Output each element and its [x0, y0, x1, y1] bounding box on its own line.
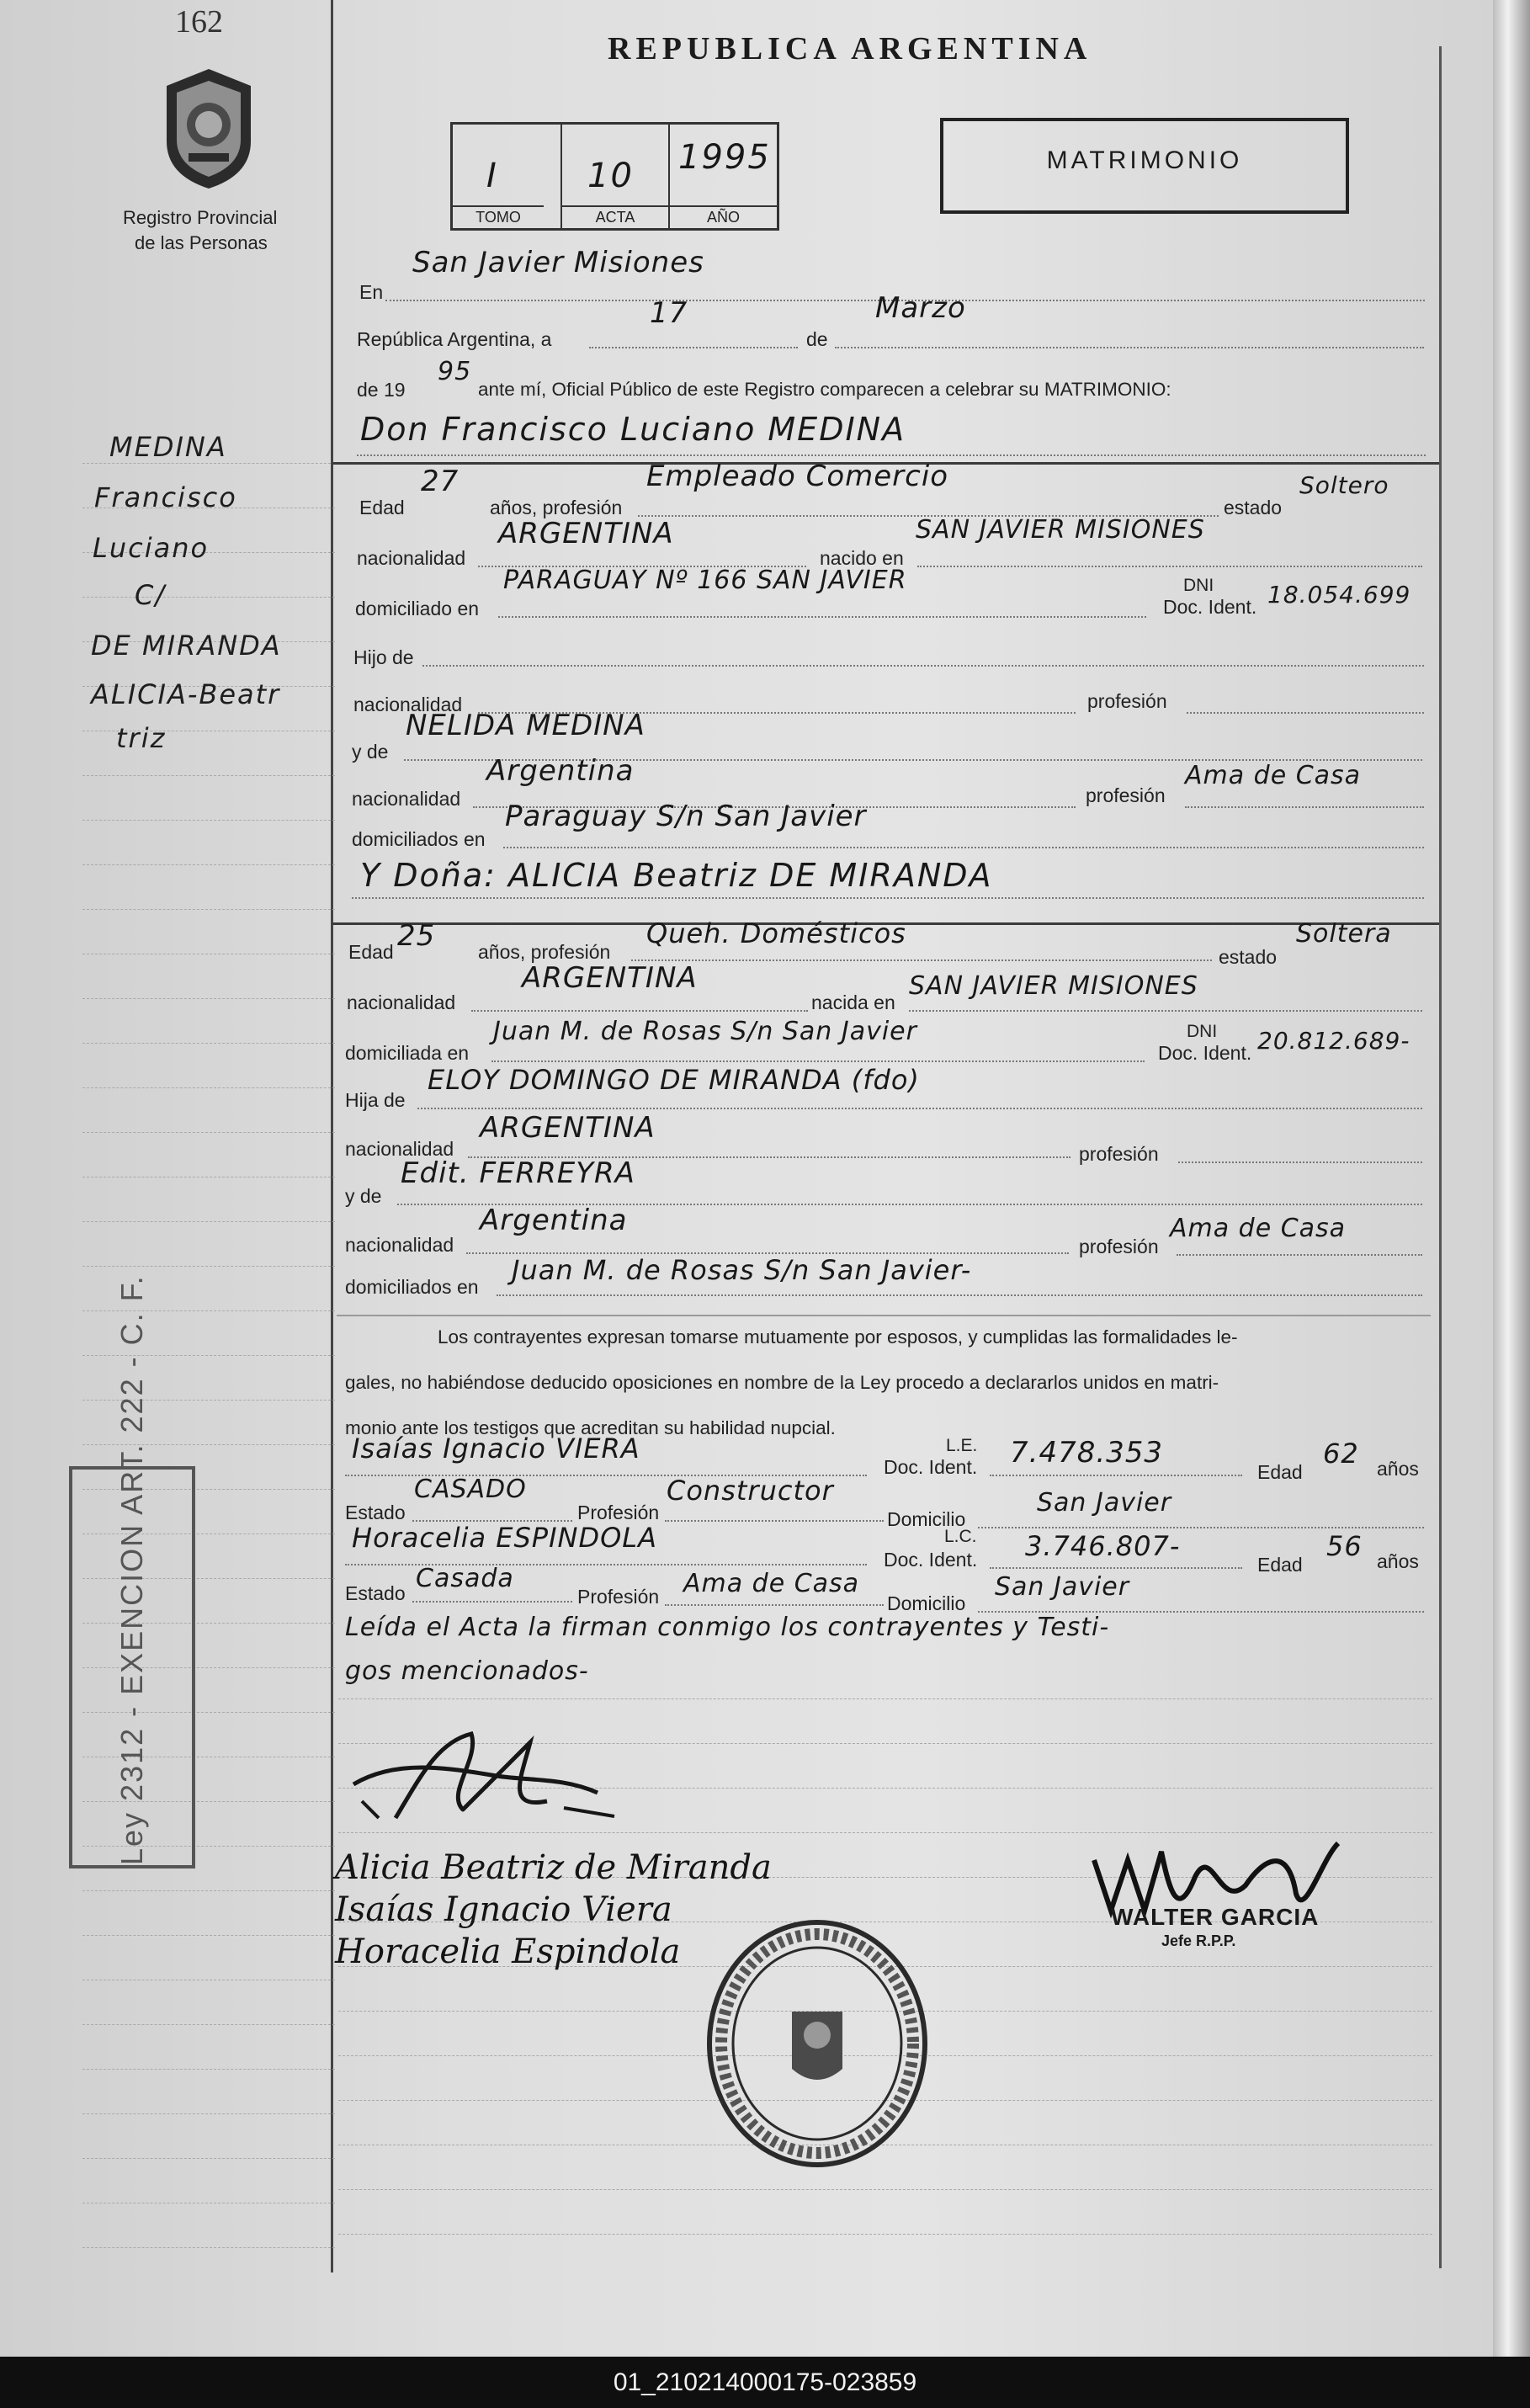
- witness2-doc-type: L.C.: [944, 1527, 977, 1546]
- formal-text-rule: [337, 1315, 1431, 1316]
- groom-birthplace: SAN JAVIER MISIONES: [916, 515, 1205, 545]
- bride-birthplace-line: [909, 1010, 1422, 1012]
- margin-rule: [82, 998, 335, 999]
- bride-signature: Alicia Beatriz de Miranda: [335, 1848, 772, 1887]
- margin-rule: [82, 1221, 335, 1222]
- acta-cell: [562, 125, 670, 228]
- exemption-stamp-text: Ley 2312 - EXENCION ART. 222 - C. F.: [114, 1274, 149, 1865]
- witness1-estado-label: Estado: [345, 1502, 406, 1523]
- witness1-name: Isaías Ignacio VIERA: [352, 1433, 640, 1464]
- margin-rule: [82, 1890, 335, 1891]
- witness1-anos-label: años: [1377, 1458, 1419, 1480]
- body-rule: [338, 2234, 1432, 2235]
- groom-father-prof-line: [1187, 712, 1424, 714]
- margin-rule: [82, 775, 335, 776]
- witness2-profesion-label: Profesión: [577, 1586, 660, 1608]
- margin-divider: [331, 0, 333, 2272]
- en-label: En: [359, 281, 384, 303]
- witness1-age: 62: [1323, 1438, 1359, 1470]
- formal-text-line3: monio ante los testigos que acreditan su habilidad nupcial.: [345, 1417, 836, 1438]
- bride-doc-label: Doc. Ident.: [1158, 1042, 1252, 1064]
- groom-mother-nationality: Argentina: [486, 754, 635, 788]
- year-suffix: 95: [438, 357, 472, 386]
- official-title: Jefe R.P.P.: [1161, 1932, 1236, 1949]
- closing-line2: gos mencionados-: [345, 1656, 589, 1686]
- margin-note: Francisco: [94, 481, 237, 513]
- groom-mother-prof-line: [1185, 806, 1424, 808]
- bride-mother-nationality: Argentina: [480, 1204, 628, 1237]
- bride-parents-address: Juan M. de Rosas S/n San Javier-: [512, 1254, 972, 1286]
- bride-profession: Queh. Domésticos: [646, 917, 906, 949]
- closing-line1: Leída el Acta la firman conmigo los contrayentes y Testi-: [345, 1613, 1110, 1642]
- bride-estado-label: estado: [1219, 946, 1278, 968]
- bride-address-line: [491, 1060, 1145, 1062]
- place-value: San Javier Misiones: [412, 246, 704, 279]
- country-heading: REPUBLICA ARGENTINA: [608, 31, 1092, 66]
- body-rule: [338, 1698, 1432, 1699]
- witness2-edad-label: Edad: [1257, 1554, 1303, 1576]
- month-line: [835, 347, 1424, 348]
- margin-note: ALICIA-Beatr: [91, 678, 281, 710]
- bride-full-name: Y Doña: ALICIA Beatriz DE MIRANDA: [360, 857, 993, 894]
- groom-mother-profession: Ama de Casa: [1185, 761, 1362, 790]
- registry-seal-icon: [705, 1917, 929, 2170]
- groom-parents-address: Paraguay S/n San Javier: [505, 800, 867, 833]
- de-month-label: de: [806, 328, 828, 350]
- witness1-domicile-line: [978, 1527, 1424, 1528]
- groom-father-line: [422, 665, 1424, 667]
- bride-edad-label: Edad: [348, 941, 394, 963]
- groom-father-nac-label: nacionalidad: [353, 694, 463, 715]
- margin-note: Luciano: [93, 532, 210, 564]
- groom-nationality: ARGENTINA: [498, 517, 674, 550]
- declaration-text: ante mí, Oficial Público de este Registro comparecen a celebrar su MATRIMONIO:: [478, 379, 1171, 400]
- bride-parents-address-line: [497, 1294, 1422, 1296]
- groom-birthplace-line: [917, 566, 1422, 567]
- official-name: WALTER GARCIA: [1111, 1904, 1320, 1930]
- margin-rule: [82, 820, 335, 821]
- groom-mother-prof-label: profesión: [1086, 784, 1166, 806]
- bride-hija-label: Hija de: [345, 1089, 406, 1111]
- margin-rule: [82, 2113, 335, 2114]
- bride-parents-dom-label: domiciliados en: [345, 1276, 479, 1298]
- ano-label: AÑO: [670, 205, 777, 226]
- witness2-name: Horacelia ESPINDOLA: [352, 1522, 657, 1554]
- bride-address: Juan M. de Rosas S/n San Javier: [493, 1017, 917, 1046]
- republica-label: República Argentina, a: [357, 328, 552, 350]
- ano-cell: [670, 125, 777, 228]
- bride-father: ELOY DOMINGO DE MIRANDA (fdo): [428, 1064, 920, 1096]
- ano-value: 1995: [678, 138, 771, 177]
- margin-rule: [82, 2158, 335, 2159]
- bride-nationality: ARGENTINA: [522, 961, 698, 995]
- margin-rule: [82, 1935, 335, 1936]
- bride-mother-prof-line: [1177, 1254, 1422, 1256]
- bride-anos-profesion-label: años, profesión: [478, 941, 611, 963]
- groom-name-line: [357, 454, 1426, 456]
- image-id-footer: 01_210214000175-023859: [0, 2357, 1530, 2408]
- margin-note: C/: [135, 579, 167, 611]
- groom-doc-number: 18.054.699: [1267, 581, 1411, 609]
- groom-doc-type: DNI: [1183, 576, 1214, 595]
- witness1-domicilio-label: Domicilio: [887, 1508, 966, 1530]
- registry-name-line2: de las Personas: [135, 232, 268, 253]
- witness2-domicile: San Javier: [995, 1572, 1130, 1602]
- witness2-doc-label: Doc. Ident.: [884, 1549, 978, 1571]
- groom-signature-drawing: [345, 1709, 631, 1835]
- margin-rule: [82, 864, 335, 865]
- margin-rule: [82, 2069, 335, 2070]
- groom-father-prof-label: profesión: [1087, 690, 1167, 712]
- right-border: [1439, 46, 1442, 2268]
- groom-mother-nac-label: nacionalidad: [352, 788, 461, 810]
- groom-estado-label: estado: [1224, 497, 1283, 518]
- margin-rule: [82, 2247, 335, 2248]
- bride-name-line: [352, 897, 1424, 899]
- groom-address: PARAGUAY Nº 166 SAN JAVIER: [503, 566, 907, 595]
- bride-doc-number: 20.812.689-: [1257, 1027, 1410, 1055]
- witness1-doc-type: L.E.: [946, 1436, 978, 1455]
- margin-rule: [82, 597, 335, 598]
- witness1-doc-line: [990, 1475, 1242, 1476]
- day-value: 17: [650, 296, 688, 330]
- de19-label: de 19: [357, 379, 406, 401]
- margin-note: triz: [116, 722, 167, 754]
- witness1-doc-number: 7.478.353: [1010, 1436, 1164, 1470]
- margin-note: DE MIRANDA: [91, 630, 282, 662]
- groom-nacionalidad-label: nacionalidad: [357, 547, 466, 569]
- groom-full-name: Don Francisco Luciano MEDINA: [360, 411, 906, 448]
- groom-age: 27: [421, 465, 460, 498]
- bride-mother: Edit. FERREYRA: [401, 1156, 635, 1190]
- bride-domiciliada-label: domiciliada en: [345, 1042, 470, 1064]
- tomo-label: TOMO: [453, 205, 544, 226]
- witness2-estado: Casada: [416, 1564, 514, 1593]
- witness1-domicile: San Javier: [1037, 1488, 1172, 1518]
- tomo-cell: [453, 125, 562, 228]
- bride-father-line: [417, 1108, 1422, 1109]
- doc-type-title: MATRIMONIO: [1046, 146, 1243, 174]
- witness1-signature: Isaías Ignacio Viera: [335, 1890, 672, 1929]
- bride-nacionalidad-label: nacionalidad: [347, 991, 456, 1013]
- witness2-profession-line: [665, 1604, 884, 1606]
- witness2-doc-number: 3.746.807-: [1025, 1530, 1181, 1562]
- groom-doc-label: Doc. Ident.: [1163, 596, 1257, 618]
- witness1-profession-line: [665, 1520, 884, 1522]
- matrimonio-box: [940, 118, 1349, 214]
- groom-hijo-label: Hijo de: [353, 646, 414, 668]
- acta-value: 10: [587, 157, 634, 195]
- bride-nacida-label: nacida en: [811, 991, 895, 1013]
- groom-parents-dom-label: domiciliados en: [352, 828, 486, 850]
- bride-father-nac-label: nacionalidad: [345, 1138, 454, 1160]
- margin-rule: [82, 1132, 335, 1133]
- groom-address-line: [498, 616, 1146, 618]
- month-value: Marzo: [875, 291, 966, 325]
- witness2-domicilio-label: Domicilio: [887, 1592, 966, 1614]
- bride-yde-label: y de: [345, 1185, 382, 1207]
- margin-rule: [82, 1266, 335, 1267]
- groom-nacido-label: nacido en: [820, 547, 904, 569]
- coat-of-arms-icon: [158, 66, 259, 192]
- bride-mother-profession: Ama de Casa: [1170, 1214, 1347, 1243]
- registry-name-line1: Registro Provincial: [123, 207, 278, 228]
- groom-anos-profesion-label: años, profesión: [490, 497, 623, 518]
- groom-parents-address-line: [503, 847, 1424, 848]
- tomo-value: I: [486, 157, 498, 195]
- formal-text-line1: Los contrayentes expresan tomarse mutuamente por esposos, y cumplidas las formalidades le-: [438, 1326, 1238, 1348]
- body-rule: [338, 2189, 1432, 2190]
- witness2-doc-line: [990, 1567, 1242, 1569]
- exemption-stamp: [69, 1274, 195, 1868]
- margin-rule: [82, 1087, 335, 1088]
- witness2-age: 56: [1326, 1530, 1363, 1562]
- bride-mother-prof-label: profesión: [1079, 1236, 1159, 1257]
- witness2-estado-label: Estado: [345, 1582, 406, 1604]
- groom-yde-label: y de: [352, 741, 389, 763]
- tomo-acta-ano-box: [450, 122, 779, 231]
- witness2-anos-label: años: [1377, 1550, 1419, 1572]
- page-edge: [1493, 0, 1530, 2357]
- margin-rule: [82, 463, 335, 464]
- witness1-doc-label: Doc. Ident.: [884, 1456, 978, 1478]
- formal-text-line2: gales, no habiéndose deducido oposiciones en nombre de la Ley procedo a declararlos unidos en matri-: [345, 1372, 1219, 1393]
- witness2-estado-line: [412, 1601, 572, 1603]
- bride-doc-type: DNI: [1187, 1022, 1218, 1041]
- bride-father-prof-label: profesión: [1079, 1143, 1159, 1165]
- witness1-estado: CASADO: [414, 1475, 527, 1504]
- bride-estado: Soltera: [1296, 919, 1392, 949]
- groom-edad-label: Edad: [359, 497, 405, 518]
- folio-number: 162: [175, 4, 223, 40]
- bride-mother-nac-label: nacionalidad: [345, 1234, 454, 1256]
- day-line: [589, 347, 798, 348]
- margin-rule: [82, 909, 335, 910]
- bride-profession-line: [631, 959, 1212, 961]
- groom-estado: Soltero: [1299, 471, 1389, 499]
- margin-rule: [82, 2024, 335, 2025]
- witness1-edad-label: Edad: [1257, 1461, 1303, 1483]
- witness1-profesion-label: Profesión: [577, 1502, 660, 1523]
- witness2-signature: Horacelia Espindola: [335, 1932, 681, 1971]
- bride-father-nationality: ARGENTINA: [480, 1111, 656, 1145]
- bride-age: 25: [397, 919, 436, 953]
- bride-birthplace: SAN JAVIER MISIONES: [909, 971, 1198, 1001]
- margin-note: MEDINA: [109, 431, 227, 463]
- witness2-profession: Ama de Casa: [683, 1569, 860, 1598]
- groom-profession: Empleado Comercio: [646, 460, 949, 493]
- groom-mother: NELIDA MEDINA: [406, 709, 645, 742]
- acta-label: ACTA: [562, 205, 668, 226]
- bride-father-prof-line: [1178, 1161, 1422, 1163]
- bride-nationality-line: [471, 1010, 808, 1012]
- groom-domiciliado-label: domiciliado en: [355, 598, 480, 619]
- margin-rule: [82, 1043, 335, 1044]
- witness1-profession: Constructor: [667, 1475, 834, 1507]
